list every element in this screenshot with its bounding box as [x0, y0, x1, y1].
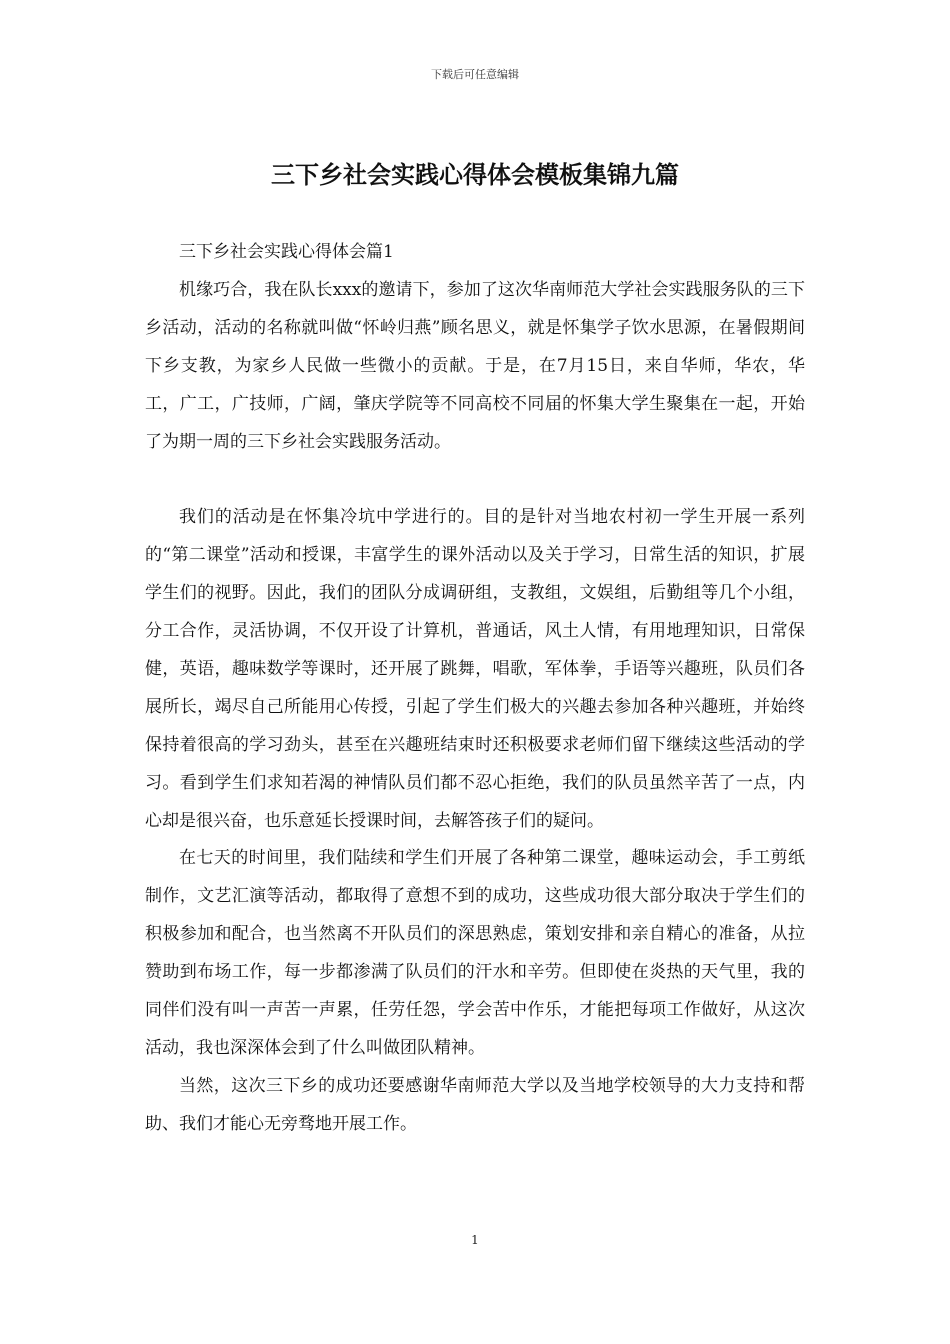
page-number: 1 [471, 1233, 479, 1247]
paragraph-1: 机缘巧合，我在队长xxx的邀请下，参加了这次华南师范大学社会实践服务队的三下乡活动，活动的名称就叫做“怀岭归燕”顾名思义，就是怀集学子饮水思源，在暑假期间下乡支教，为家乡人民做一些微小的贡献。于是，在7月15日，来自华师，华农，华工，广工，广技师，广阔，肇庆学院等不同高校不同届的怀集大学生聚集在一起，开始了为期一周的三下乡社会实践服务活动。 [145, 279, 805, 452]
page-header-note: 下载后可任意编辑 [431, 68, 519, 81]
paragraph-2: 我们的活动是在怀集冷坑中学进行的。目的是针对当地农村初一学生开展一系列的“第二课堂”活动和授课，丰富学生的课外活动以及关于学习，日常生活的知识，扩展学生们的视野。因此，我们的团队分成调研组，支教组，文娱组，后勤组等几个小组，分工合作，灵活协调，不仅开设了计算机，普通话，风土人情，有用地理知识，日常保健，英语，趣味数学等课时，还开展了跳舞，唱歌，军体拳，手语等兴趣班，队员们各展所长，竭尽自己所能用心传授，引起了学生们极大的兴趣去参加各种兴趣班，并始终保持着很高的学习劲头，甚至在兴趣班结束时还积极要求老师们留下继续这些活动的学习。看到学生们求知若渴的神情队员们都不忍心拒绝，我们的队员虽然辛苦了一点，内心却是很兴奋，也乐意延长授课时间，去解答孩子们的疑问。 [145, 507, 805, 831]
document-body [145, 234, 805, 1144]
paragraph-4: 当然，这次三下乡的成功还要感谢华南师范大学以及当地学校领导的大力支持和帮助、我们才能心无旁骛地开展工作。 [145, 1075, 805, 1134]
section-heading: 三下乡社会实践心得体会篇1 [179, 242, 394, 262]
document-title: 三下乡社会实践心得体会模板集锦九篇 [271, 161, 679, 189]
paragraph-3: 在七天的时间里，我们陆续和学生们开展了各种第二课堂，趣味运动会，手工剪纸制作，文艺汇演等活动，都取得了意想不到的成功，这些成功很大部分取决于学生们的积极参加和配合，也当然离不开队员们的深思熟虑，策划安排和亲自精心的准备，从拉赞助到布场工作，每一步都渗满了队员们的汗水和辛劳。但即使在炎热的天气里，我的同伴们没有叫一声苦一声累，任劳任怨，学会苦中作乐，才能把每项工作做好，从这次活动，我也深深体会到了什么叫做团队精神。 [145, 848, 805, 1059]
